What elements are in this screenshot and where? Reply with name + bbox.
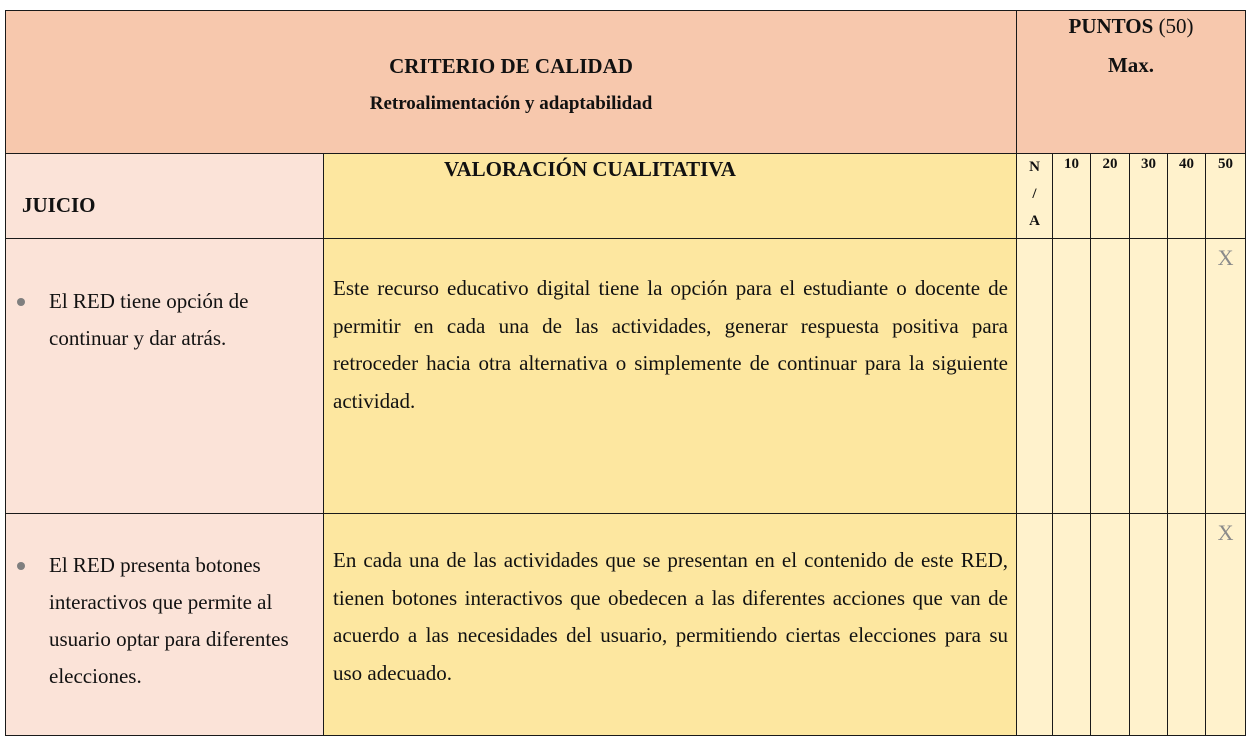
score-cell-20 bbox=[1091, 239, 1130, 514]
assessment-cell bbox=[324, 514, 1017, 736]
assessment-text: Este recurso educativo digital tiene la opción para el estudiante o docente de permitir en cada una de las actividades, generar respuesta positiva para retroceder hacia otra alternativa o simplemente de continuar para la siguiente actividad. bbox=[333, 276, 1008, 413]
score-cell-40 bbox=[1168, 239, 1206, 514]
score-header-na bbox=[1017, 154, 1053, 239]
table-row bbox=[6, 514, 1246, 736]
score-label-40: 40 bbox=[1179, 156, 1194, 172]
score-mark: X bbox=[1217, 520, 1234, 545]
score-header-40 bbox=[1168, 154, 1206, 239]
score-mark: X bbox=[1217, 245, 1234, 270]
score-header-20 bbox=[1091, 154, 1130, 239]
criterion-header bbox=[6, 11, 1017, 154]
assessment-text: En cada una de las actividades que se presentan en el contenido de este RED, tienen botones interactivos que obedecen a las diferentes acciones que van de acuerdo a las necesidades del usuario, permitiendo ciertas elecciones para su uso adecuado. bbox=[333, 548, 1008, 685]
score-cell-20 bbox=[1091, 514, 1130, 736]
criterion-item bbox=[6, 283, 323, 357]
table-row bbox=[6, 239, 1246, 514]
juicio-header bbox=[6, 154, 324, 239]
score-cell-na bbox=[1017, 514, 1053, 736]
rubric-table bbox=[5, 10, 1246, 736]
criterion-item bbox=[6, 547, 323, 695]
score-cell-10 bbox=[1053, 239, 1091, 514]
header-row bbox=[6, 11, 1246, 154]
score-header-10 bbox=[1053, 154, 1091, 239]
column-header-row bbox=[6, 154, 1246, 239]
score-cell-50 bbox=[1206, 239, 1246, 514]
criterion-title: CRITERIO DE CALIDAD bbox=[389, 53, 633, 78]
assessment-cell bbox=[324, 239, 1017, 514]
points-value: (50) bbox=[1158, 14, 1194, 38]
bullet-icon bbox=[17, 562, 25, 570]
criterion-subtitle: Retroalimentación y adaptabilidad bbox=[369, 92, 653, 114]
valoracion-header bbox=[324, 154, 1017, 239]
na-letter-n: N bbox=[1029, 159, 1040, 175]
score-header-50 bbox=[1206, 154, 1246, 239]
score-cell-10 bbox=[1053, 514, 1091, 736]
score-cell-na bbox=[1017, 239, 1053, 514]
score-cell-30 bbox=[1130, 239, 1168, 514]
criterion-cell bbox=[6, 514, 324, 736]
na-letter-a: A bbox=[1029, 213, 1040, 229]
score-cell-50 bbox=[1206, 514, 1246, 736]
score-cell-40 bbox=[1168, 514, 1206, 736]
points-header bbox=[1017, 11, 1246, 154]
points-label: PUNTOS bbox=[1068, 14, 1154, 38]
criterion-text: El RED tiene opción de continuar y dar atrás. bbox=[49, 289, 249, 350]
criterion-cell bbox=[6, 239, 324, 514]
points-max: Max. bbox=[1107, 53, 1155, 77]
score-label-20: 20 bbox=[1102, 156, 1118, 172]
valoracion-label: VALORACIÓN CUALITATIVA bbox=[444, 157, 736, 181]
score-cell-30 bbox=[1130, 514, 1168, 736]
criterion-text: El RED presenta botones interactivos que permite al usuario optar para diferentes elecciones. bbox=[49, 553, 289, 688]
juicio-label: JUICIO bbox=[22, 192, 96, 217]
score-label-50: 50 bbox=[1218, 156, 1234, 172]
score-label-10: 10 bbox=[1064, 156, 1079, 172]
bullet-icon bbox=[17, 298, 25, 306]
points-title bbox=[1017, 14, 1245, 39]
score-label-30: 30 bbox=[1141, 156, 1156, 172]
score-header-30 bbox=[1130, 154, 1168, 239]
na-slash: / bbox=[1032, 186, 1037, 202]
